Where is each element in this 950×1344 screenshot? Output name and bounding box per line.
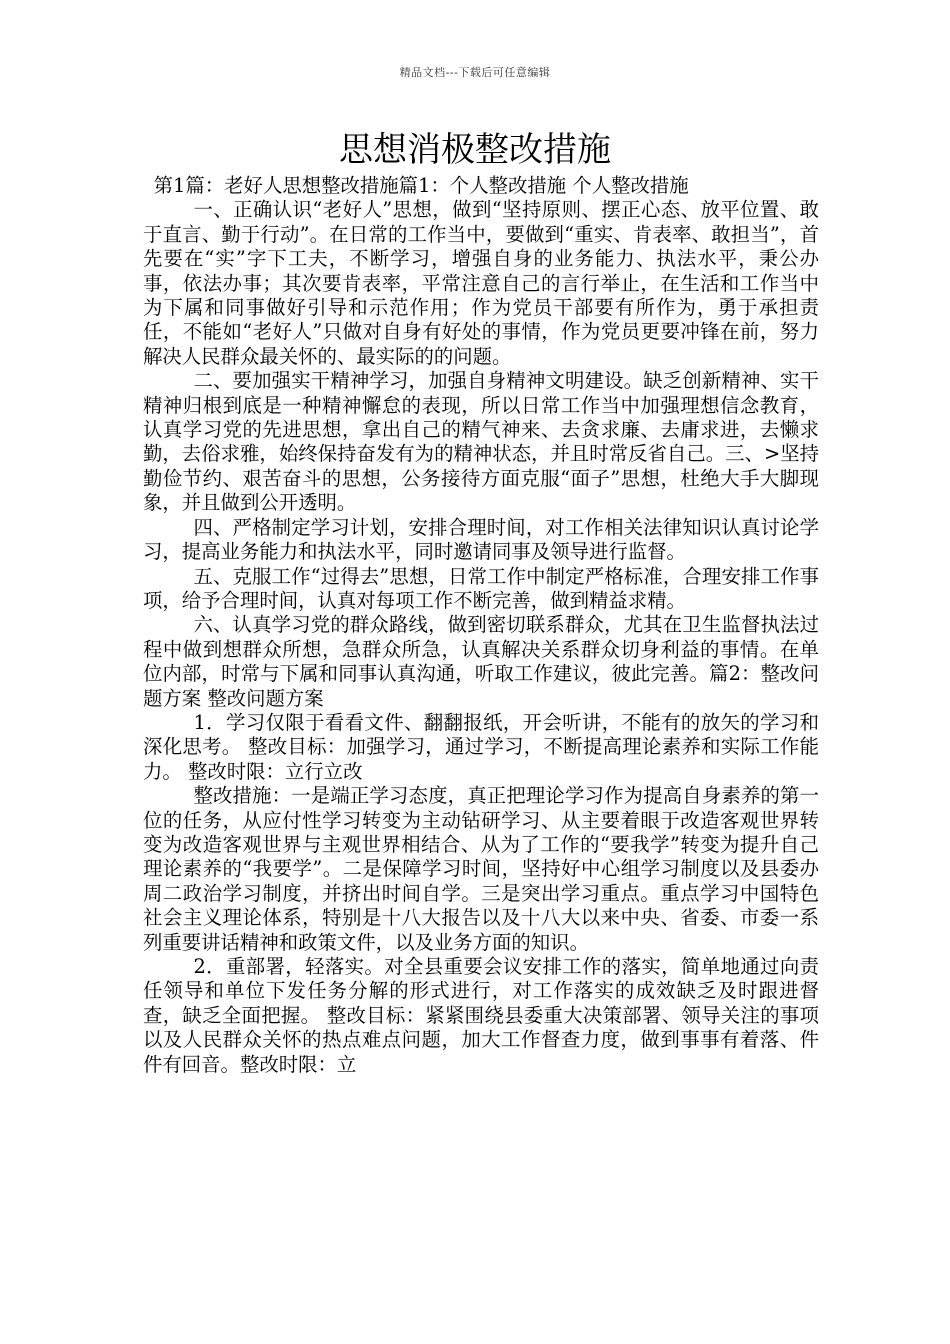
paragraph-8: 2．重部署，轻落实。对全县重要会议安排工作的落实，简单地通过向责任领导和单位下发任务分解的形式进行，对工作落实的成效缺乏及时跟进督查，缺乏全面把握。 整改目标：紧紧围绕县委重大决策部署、领导关注的事项以及人民群众关怀的热点难点问题，加大工作督查力度，做到事事有着落、件件有回音。整改时限：立 bbox=[143, 955, 819, 1076]
paragraph-2: 二、要加强实干精神学习，加强自身精神文明建设。缺乏创新精神、实干精神归根到底是一种精神懈怠的表现，所以日常工作当中加强理想信念教育，认真学习党的先进思想，拿出自己的精气神来、去贪求廉、去庸求进，去懒求勤，去俗求雅，始终保持奋发有为的精神状态，并且时常反省自己。三、>坚持勤俭节约、艰苦奋斗的思想，公务接待方面克服“面子”思想，杜绝大手大脚现象，并且做到公开透明。 bbox=[143, 369, 819, 515]
paragraph-6: 1．学习仅限于看看文件、翻翻报纸，开会听讲，不能有的放矢的学习和深化思考。 整改目标：加强学习，通过学习，不断提高理论素养和实际工作能力。 整改时限：立行立改 bbox=[143, 710, 819, 783]
paragraph-4: 五、克服工作“过得去”思想，日常工作中制定严格标准，合理安排工作事项，给予合理时间，认真对每项工作不断完善，做到精益求精。 bbox=[143, 564, 819, 612]
document-title: 思想消极整改措施 bbox=[339, 130, 611, 170]
paragraph-intro: 第1篇：老好人思想整改措施篇1：个人整改措施 个人整改措施 bbox=[153, 174, 689, 197]
paragraph-5: 六、认真学习党的群众路线，做到密切联系群众，尤其在卫生监督执法过程中做到想群众所想，急群众所急，认真解决关系群众切身利益的事情。在单位内部，时常与下属和同事认真沟通，听取工作建议，彼此完善。篇2：整改问题方案 整改问题方案 bbox=[143, 613, 819, 710]
header-note: 精品文档---下载后可任意编辑 bbox=[399, 66, 551, 79]
paragraph-3: 四、严格制定学习计划，安排合理时间，对工作相关法律知识认真讨论学习，提高业务能力和执法水平，同时邀请同事及领导进行监督。 bbox=[143, 515, 819, 564]
document-body bbox=[143, 174, 819, 1077]
paragraph-7: 整改措施：一是端正学习态度，真正把理论学习作为提高自身素养的第一位的任务，从应付性学习转变为主动钻研学习、从主要着眼于改造客观世界转变为改造客观世界与主观世界相结合、从为了工作的“要我学”转变为提升自己理论素养的“我要学”。二是保障学习时间，坚持好中心组学习制度以及县委办周二政治学习制度，并挤出时间自学。三是突出学习重点。重点学习中国特色社会主义理论体系，特别是十八大报告以及十八大以来中央、省委、市委一系列重要讲话精神和政策文件，以及业务方面的知识。 bbox=[143, 784, 819, 954]
paragraph-1: 一、正确认识“老好人”思想，做到“坚持原则、摆正心态、放平位置、敢于直言、勤于行动”。在日常的工作当中，要做到“重实、肯表率、敢担当”，首先要在“实”字下工夫，不断学习，增强自身的业务能力、执法水平，秉公办事，依法办事；其次要肯表率，平常注意自己的言行举止，在生活和工作当中为下属和同事做好引导和示范作用；作为党员干部要有所作为，勇于承担责任，不能如“老好人”只做对自身有好处的事情，作为党员更要冲锋在前，努力解决人民群众最关怀的、最实际的的问题。 bbox=[143, 198, 819, 368]
